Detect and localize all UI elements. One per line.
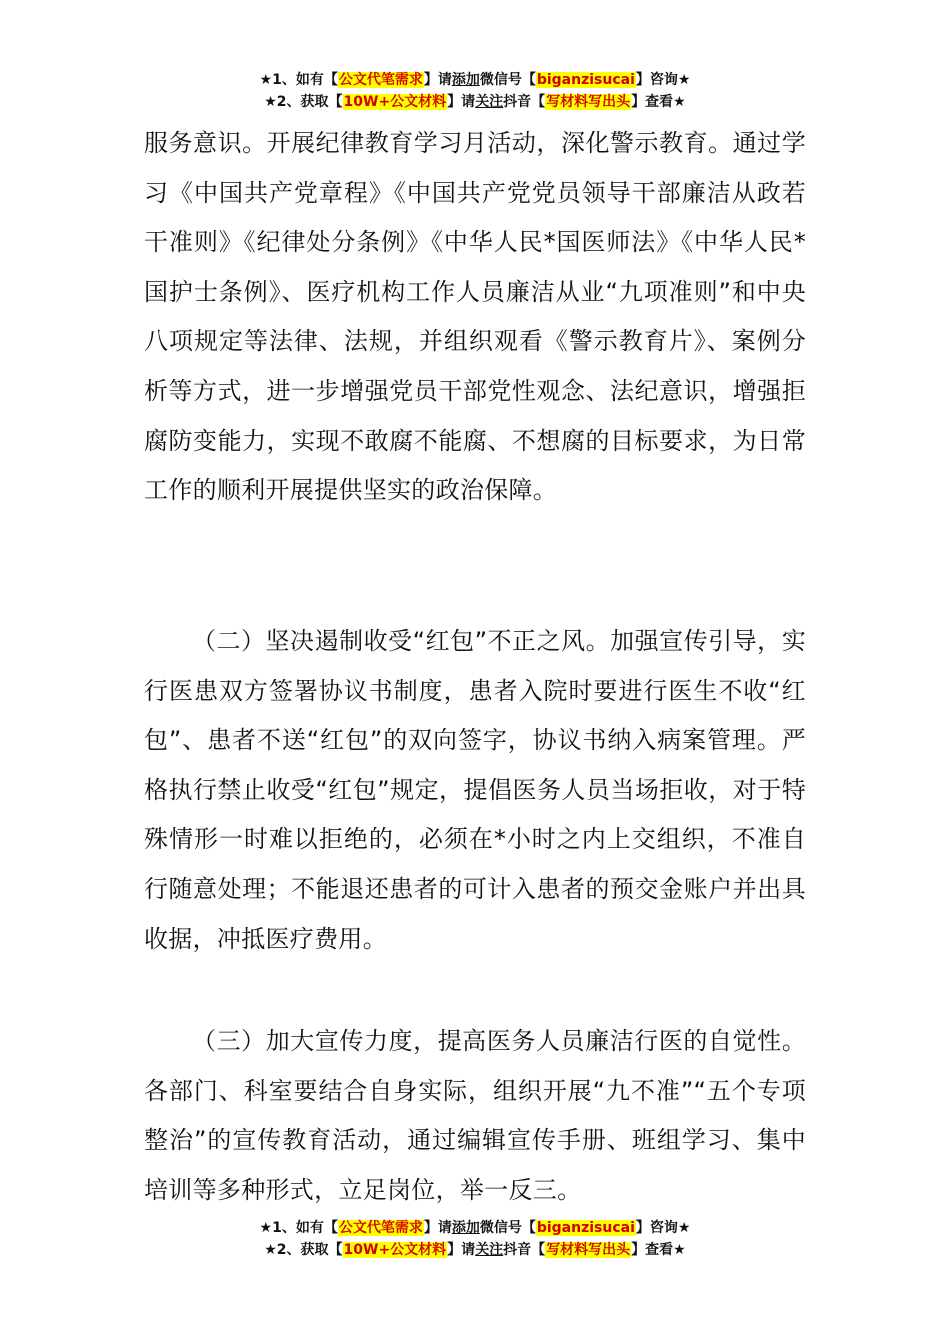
promo-line-1-mid2: 微信号【: [479, 1220, 536, 1236]
promo-line-2-highlight-materials: 10W+公文材料: [343, 1242, 447, 1258]
top-promo-banner: [0, 69, 950, 113]
promo-line-2-emph: 关注: [475, 94, 504, 110]
promo-line-2-suffix: 】查看★: [631, 1242, 686, 1258]
promo-line-2: [0, 91, 950, 113]
promo-line-2-douyin-id: 写材料写出头: [546, 94, 631, 110]
paragraph-red-envelope: [144, 617, 806, 964]
promo-line-1-highlight-service: 公文代笔需求: [338, 72, 423, 88]
promo-line-1-suffix: 】咨询★: [635, 72, 691, 88]
promo-line-2-prefix: ★2、获取【: [264, 94, 343, 110]
promo-line-2-mid2: 抖音【: [503, 1242, 546, 1258]
promo-line-1-suffix: 】咨询★: [635, 1220, 691, 1236]
promo-line-2-emph: 关注: [475, 1242, 504, 1258]
promo-line-1-emph: 添加: [451, 1220, 480, 1236]
promo-line-1-wechat-id: biganzisucai: [536, 72, 635, 88]
bottom-promo-banner: [0, 1217, 950, 1261]
promo-line-1: [0, 69, 950, 91]
promo-line-1-emph: 添加: [451, 72, 480, 88]
promo-line-1-prefix: ★1、如有【: [259, 1220, 338, 1236]
promo-line-1-mid: 】请: [423, 72, 452, 88]
promo-line-1-wechat-id: biganzisucai: [536, 1220, 635, 1236]
promo-line-2-highlight-materials: 10W+公文材料: [343, 94, 447, 110]
promo-line-1-mid: 】请: [423, 1220, 452, 1236]
promo-line-1: [0, 1217, 950, 1239]
promo-line-2-suffix: 】查看★: [631, 94, 686, 110]
promo-line-2-mid: 】请: [447, 94, 476, 110]
paragraph-discipline-education: [144, 119, 806, 516]
promo-line-2-prefix: ★2、获取【: [264, 1242, 343, 1258]
promo-line-2-mid: 】请: [447, 1242, 476, 1258]
promo-line-2-douyin-id: 写材料写出头: [546, 1242, 631, 1258]
paragraph-text: 服务意识。开展纪律教育学习月活动，深化警示教育。通过学习《中国共产党章程》《中国共产党党员领导干部廉洁从政若干准则》《纪律处分条例》《中华人民*国医师法》《中华人民*国护士条例》、医疗机构工作人员廉洁从业“九项准则”和中央八项规定等法律、法规，并组织观看《警示教育片》、案例分析等方式，进一步增强党员干部党性观念、法纪意识，增强拒腐防变能力，实现不敢腐不能腐、不想腐的目标要求，为日常工作的顺利开展提供坚实的政治保障。: [144, 129, 806, 505]
promo-line-2: [0, 1239, 950, 1261]
promo-line-1-mid2: 微信号【: [479, 72, 536, 88]
paragraph-text: （三）加大宣传力度，提高医务人员廉洁行医的自觉性。各部门、科室要结合自身实际，组织开展“九不准”“五个专项整治”的宣传教育活动，通过编辑宣传手册、班组学习、集中培训等多种形式，立足岗位，举一反三。: [144, 1027, 806, 1204]
promo-line-1-highlight-service: 公文代笔需求: [338, 1220, 423, 1236]
paragraph-text: （二）坚决遏制收受“红包”不正之风。加强宣传引导，实行医患双方签署协议书制度，患者入院时要进行医生不收“红包”、患者不送“红包”的双向签字，协议书纳入病案管理。严格执行禁止收受“红包”规定，提倡医务人员当场拒收，对于特殊情形一时难以拒绝的，必须在*小时之内上交组织，不准自行随意处理；不能退还患者的可计入患者的预交金账户并出具收据，冲抵医疗费用。: [144, 627, 806, 953]
paragraph-publicity: [144, 1017, 806, 1215]
promo-line-1-prefix: ★1、如有【: [259, 72, 338, 88]
promo-line-2-mid2: 抖音【: [503, 94, 546, 110]
